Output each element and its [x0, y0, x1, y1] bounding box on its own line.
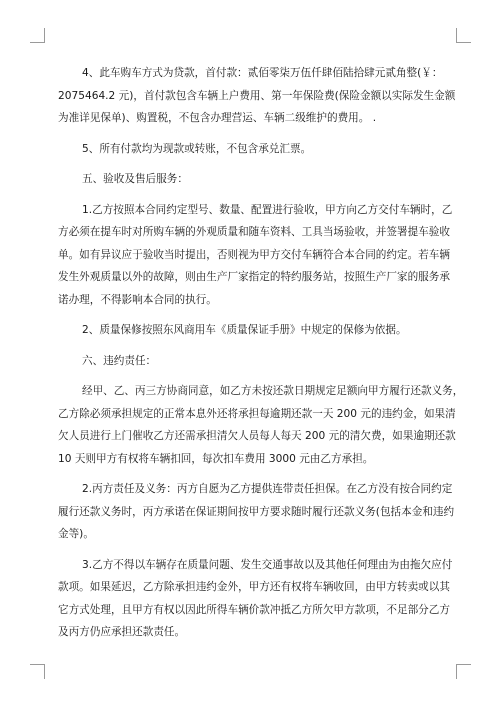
document-body: [58, 62, 464, 652]
text-line: 款项。如果延迟，乙方除承担违约金外，甲方还有权将车辆收回，由甲方转卖或以其: [58, 581, 450, 593]
text-line: 及丙方仍应承担还款责任。: [58, 626, 186, 638]
text-line: 六、违约责任：: [82, 354, 157, 367]
text-line: 它方式处理，且甲方有权以因此所得车辆价款冲抵乙方所欠甲方款项，不足部分乙方: [58, 603, 450, 616]
paragraph-payment-form: [58, 138, 442, 161]
text-line: 为准详见保单)、购置税，不包含办理营运、车辆二级维护的费用。 .: [58, 112, 377, 124]
crop-mark-bottom-right: [456, 664, 471, 679]
crop-mark-top-left: [30, 28, 45, 43]
text-line: 诺办理，不得影响本合同的执行。: [58, 293, 217, 306]
paragraph-liability-3: [58, 554, 453, 644]
text-line: 五、验收及售后服务：: [82, 173, 188, 185]
text-line: 发生外观质量以外的故障，则由生产厂家指定的特约服务站，按照生产厂家的服务承: [58, 271, 450, 283]
text-line: 4、此车购车方式为贷款，首付款：贰佰零柒万伍仟肆佰陆拾肆元贰角整(￥：: [82, 67, 443, 79]
text-line: 3.乙方不得以车辆存在质量问题、发生交通事故以及其他任何理由为由拖欠应付: [82, 558, 453, 571]
crop-mark-bottom-left: [30, 664, 45, 679]
text-line: 2075464.2 元)，首付款包含车辆上户费用、第一年保险费(保险金额以实际发生金额: [58, 89, 456, 102]
text-line: 履行还款义务时，丙方承诺在保证期间按甲方要求随时履行还款义务(包括本金和违约: [58, 505, 455, 518]
paragraph-liability-2: [58, 478, 455, 546]
paragraph-acceptance-2: [58, 319, 442, 342]
text-line: 乙方除必须承担规定的正常本息外还将承担每逾期还款一天 200 元的违约金，如果清: [58, 407, 456, 420]
paragraph-liability-1: [58, 380, 464, 470]
text-line: 欠人员进行上门催收乙方还需承担清欠人员每人每天 200 元的清欠费，如果逾期还款: [58, 430, 456, 442]
section-heading-acceptance: [58, 168, 442, 191]
paragraph-acceptance-1: [58, 199, 453, 312]
text-line: 金等)。: [58, 528, 94, 540]
text-line: 10 天则甲方有权将车辆扣回，每次扣车费用 3000 元由乙方承担。: [58, 452, 374, 465]
text-line: 1.乙方按照本合同约定型号、数量、配置进行验收，甲方向乙方交付车辆时，乙: [82, 203, 453, 216]
text-line: 5、所有付款均为现款或转账，不包含承兑汇票。: [82, 142, 312, 155]
crop-mark-top-right: [456, 28, 471, 43]
text-line: 方必须在提车时对所购车辆的外观质量和随车资料、工具当场验收，并签署提车验收: [58, 226, 450, 238]
section-heading-liability: [58, 350, 442, 373]
text-line: 经甲、乙、丙三方协商同意，如乙方未按还款日期规定足额向甲方履行还款义务，: [82, 385, 464, 397]
paragraph-payment-method: [58, 62, 456, 130]
text-line: 2.丙方责任及义务：丙方自愿为乙方提供连带责任担保。在乙方没有按合同约定: [82, 483, 453, 495]
text-line: 2、质量保修按照东风商用车《质量保证手册》中规定的保修为依据。: [82, 324, 407, 336]
text-line: 单。如有异议应于验收当时提出，否则视为甲方交付车辆符合本合同的约定。若车辆: [58, 248, 450, 261]
